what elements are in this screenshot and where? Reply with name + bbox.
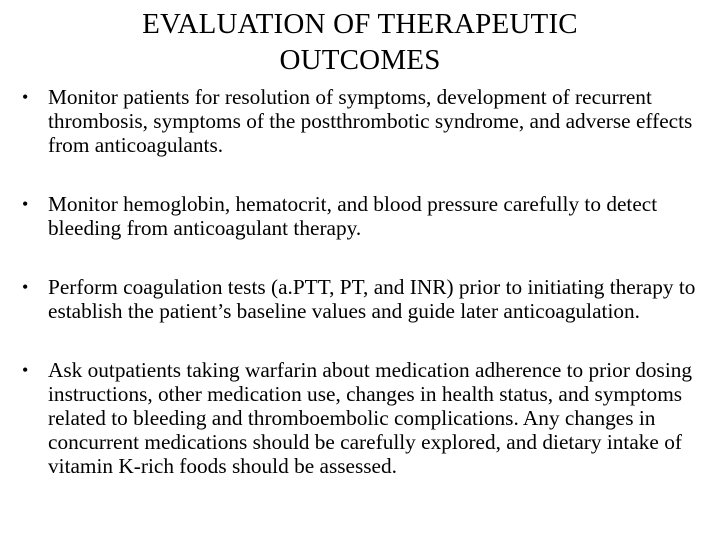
slide-title-line-2: OUTCOMES: [279, 44, 441, 76]
bullet-item: [22, 358, 712, 478]
bullet-text: Monitor patients for resolution of symptoms, development of recurrent thrombosis, symptoms of the postthrombotic syndrome, and adverse effects from anticoagulants.: [48, 85, 693, 157]
bullet-text: Ask outpatients taking warfarin about medication adherence to prior dosing instructions, other medication use, changes in health status, and symptoms related to bleeding and thromboembolic complications. Any changes in concurrent medications should be carefully explored, and dietary intake of vitamin K-rich foods should be assessed.: [48, 358, 693, 478]
bullet-text: Monitor hemoglobin, hematocrit, and blood pressure carefully to detect bleeding from anticoagulant therapy.: [48, 192, 658, 240]
bullet-item: [22, 85, 712, 157]
slide-title: [0, 6, 720, 78]
bullet-dot-icon: •: [22, 87, 29, 107]
bullet-text: Perform coagulation tests (a.PTT, PT, and INR) prior to initiating therapy to establish the patient’s baseline values and guide later anticoagulation.: [48, 275, 696, 323]
bullet-item: [22, 192, 712, 240]
bullet-dot-icon: •: [22, 277, 29, 297]
bullet-dot-icon: •: [22, 194, 29, 214]
bullet-dot-icon: •: [22, 360, 29, 380]
bullet-item: [22, 275, 712, 323]
bullet-list: [22, 85, 712, 478]
slide-title-line-1: EVALUATION OF THERAPEUTIC: [142, 8, 578, 40]
